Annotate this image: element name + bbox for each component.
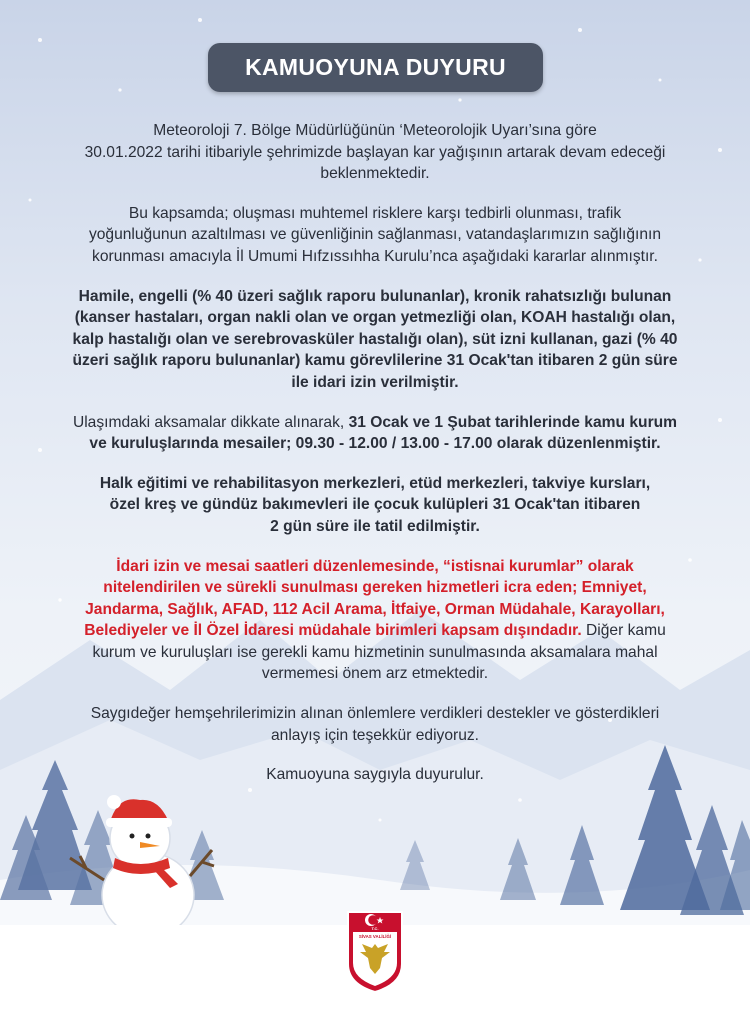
text-line: üzeri sağlık raporu bulunanlar) kamu görevlilerine 31 Ocak'tan itibaren 2 gün süre bbox=[72, 352, 678, 370]
paragraph-5 bbox=[30, 473, 720, 538]
text-line-alert: nitelendirilen ve sürekli sunulması gereken hizmetleri icra eden; Emniyet, bbox=[103, 579, 647, 597]
text-normal: Ulaşımdaki aksamalar dikkate alınarak, bbox=[72, 413, 349, 431]
text-line: ile idari izin verilmiştir. bbox=[291, 373, 459, 391]
text-line: (kanser hastaları, organ nakli olan ve organ yetmezliği olan, KOAH hastalığı olan, bbox=[74, 309, 676, 327]
sivas-valiligi-emblem bbox=[344, 908, 406, 994]
paragraph-7 bbox=[30, 703, 720, 746]
text-line: Meteoroloji 7. Bölge Müdürlüğünün ‘Meteorolojik Uyarı’sına göre bbox=[153, 122, 597, 139]
page-title: KAMUOYUNA DUYURU bbox=[245, 54, 506, 80]
text-line-alert: İdari izin ve mesai saatleri düzenlemesinde, “istisnai kurumlar” olarak bbox=[116, 557, 634, 575]
text-line: ve kuruluşlarında mesailer; 09.30 - 12.00 / 13.00 - 17.00 olarak düzenlenmiştir. bbox=[89, 435, 661, 453]
text-line: Kamuoyuna saygıyla duyurulur. bbox=[266, 766, 484, 784]
paragraph-1 bbox=[30, 120, 720, 185]
text-alert: Belediyeler ve İl Özel İdaresi müdahale birimleri kapsam dışındadır. bbox=[84, 622, 582, 640]
announcement-body bbox=[30, 120, 720, 804]
text-bold: 31 Ocak ve 1 Şubat tarihlerinde kamu kurum bbox=[348, 413, 678, 431]
logo-top-text: T.C. bbox=[371, 926, 379, 931]
paragraph-4 bbox=[30, 412, 720, 455]
paragraph-3 bbox=[30, 286, 720, 394]
text-line: beklenmektedir. bbox=[320, 165, 430, 183]
logo-name: SİVAS VALİLİĞİ bbox=[358, 934, 392, 939]
text-line: 30.01.2022 tarihi itibariyle şehrimizde başlayan kar yağışının artarak devam edeceği bbox=[84, 143, 666, 161]
text-line: vermemesi önem arz etmektedir. bbox=[261, 665, 489, 683]
text-line bbox=[30, 620, 720, 642]
text-line-alert: Jandarma, Sağlık, AFAD, 112 Acil Arama, İtfaiye, Orman Müdahale, Karayolları, bbox=[85, 600, 665, 618]
text-line: Hamile, engelli (% 40 üzeri sağlık raporu bulunanlar), kronik rahatsızlığı bulunan bbox=[78, 287, 672, 305]
text-line: Bu kapsamda; oluşması muhtemel risklere karşı tedbirli olunması, trafik bbox=[128, 204, 622, 222]
text-line: Halk eğitimi ve rehabilitasyon merkezleri, etüd merkezleri, takviye kursları, bbox=[99, 474, 651, 492]
text-normal: Diğer kamu bbox=[581, 622, 666, 640]
paragraph-6 bbox=[30, 556, 720, 686]
paragraph-8 bbox=[30, 764, 720, 786]
text-line: anlayış için teşekkür ediyoruz. bbox=[270, 726, 479, 744]
text-line: özel kreş ve gündüz bakımevleri ile çocuk kulüpleri 31 Ocak'tan itibaren bbox=[109, 496, 641, 514]
text-line: yoğunluğunun azaltılması ve güvenliğinin sağlanması, vatandaşlarımızın sağlığının bbox=[88, 226, 662, 244]
text-line: kalp hastalığı olan ve serebrovasküler hastalığı olan), süt izni kullanan, gazi (% 40 bbox=[72, 330, 678, 348]
text-line: Saygıdeğer hemşehrilerimizin alınan önlemlere verdikleri destekler ve gösterdikleri bbox=[90, 705, 660, 723]
text-line bbox=[30, 412, 720, 434]
text-line: kurum ve kuruluşları ise gerekli kamu hizmetinin sunulmasında aksamalara mahal bbox=[92, 643, 658, 661]
text-line: 2 gün süre ile tatil edilmiştir. bbox=[270, 517, 480, 535]
title-badge bbox=[208, 43, 543, 92]
text-line: korunması amacıyla İl Umumi Hıfzıssıhha Kurulu’nca aşağıdaki kararlar alınmıştır. bbox=[92, 247, 658, 265]
paragraph-2 bbox=[30, 203, 720, 268]
